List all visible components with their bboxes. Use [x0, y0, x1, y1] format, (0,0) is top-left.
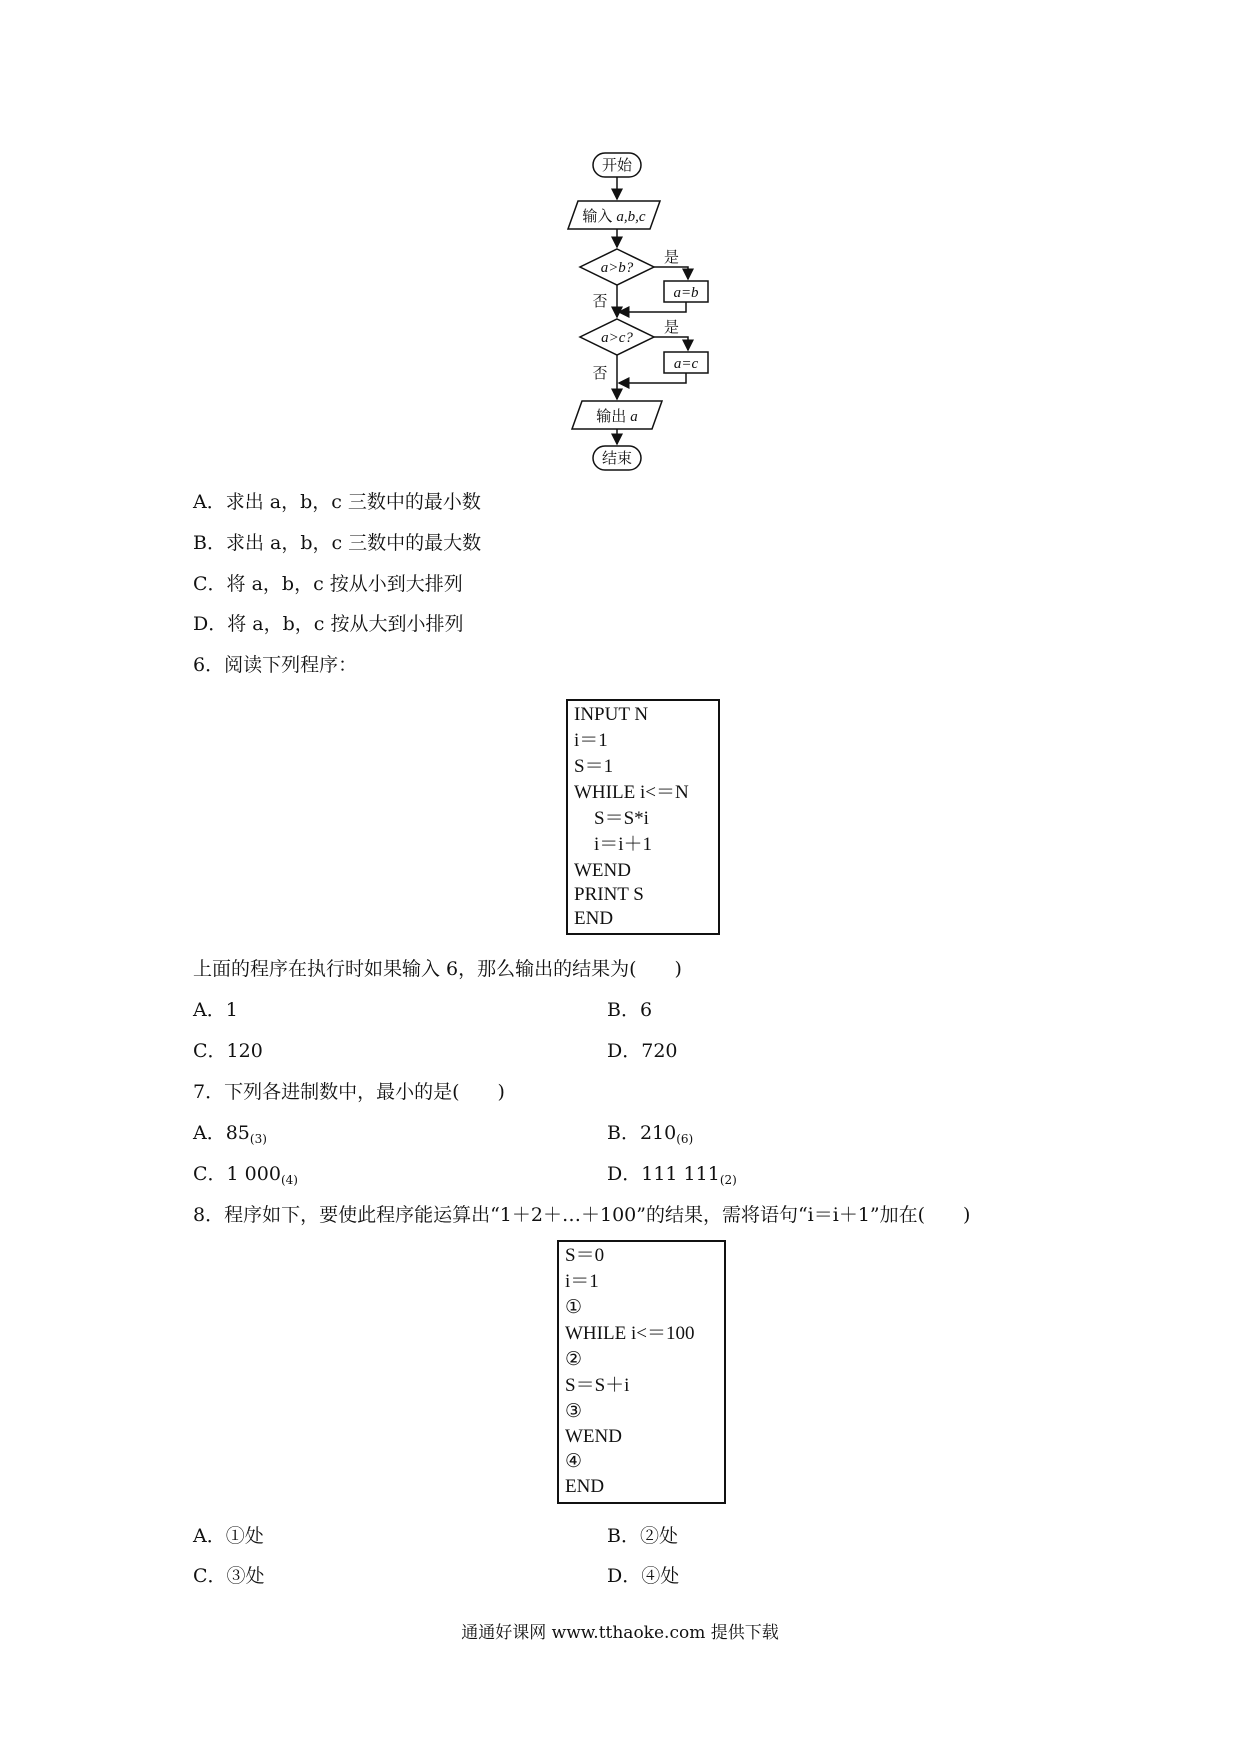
- code-line: S＝0: [565, 1245, 605, 1266]
- code-line: i＝i＋1: [594, 834, 653, 855]
- end-label: 结束: [601, 449, 633, 467]
- flowchart: [560, 148, 760, 478]
- no2-label: 否: [592, 364, 608, 382]
- code-line: END: [574, 908, 614, 929]
- q5-option-c: C．将 a，b，c 按从小到大排列: [193, 573, 463, 595]
- q5-option-d: D．将 a，b，c 按从大到小排列: [193, 613, 464, 635]
- code-line: WHILE i<＝100: [565, 1323, 695, 1344]
- no1-label: 否: [592, 292, 608, 310]
- q6-question: 上面的程序在执行时如果输入 6，那么输出的结果为( ): [193, 958, 682, 980]
- q6-option-c: C．120: [193, 1040, 263, 1062]
- q6-option-a: A．1: [193, 999, 238, 1021]
- output-label: 输出 a: [596, 407, 638, 425]
- q7-option-d-label: D．111 111: [607, 1163, 720, 1185]
- cond1-label: a>b?: [600, 260, 634, 276]
- q5-option-a: A．求出 a，b，c 三数中的最小数: [193, 491, 481, 513]
- q7-option-c-label: C．1 000: [193, 1163, 281, 1185]
- q6-option-b: B．6: [607, 999, 653, 1021]
- q8-option-a: A．①处: [193, 1525, 264, 1547]
- code-line: WHILE i<＝N: [574, 782, 689, 803]
- q6-code-box: [566, 699, 720, 935]
- code-line: S＝1: [574, 756, 614, 777]
- code-line: INPUT N: [574, 704, 649, 725]
- q7-option-b-base: (6): [676, 1132, 694, 1146]
- code-line: WEND: [574, 860, 631, 881]
- q6-stem: 6．阅读下列程序：: [193, 654, 358, 676]
- assign2-label: a=c: [673, 356, 699, 372]
- q7-option-a-label: A．85: [193, 1122, 250, 1144]
- code-line: ④: [565, 1451, 583, 1472]
- input-label: 输入 a,b,c: [582, 207, 646, 225]
- assign1-label: a=b: [673, 285, 699, 301]
- code-line: ②: [565, 1349, 583, 1370]
- yes1-label: 是: [664, 248, 680, 266]
- code-line: i＝1: [574, 730, 608, 751]
- code-line: END: [565, 1476, 605, 1497]
- start-label: 开始: [601, 156, 633, 174]
- page-footer: 通通好课网 www.tthaoke.com 提供下载: [461, 1623, 779, 1643]
- q7-option-b: [607, 1121, 693, 1151]
- code-line: PRINT S: [574, 884, 644, 905]
- q7-option-b-label: B．210: [607, 1122, 677, 1144]
- q7-option-a-base: (3): [249, 1132, 267, 1146]
- q7-option-a: [193, 1121, 267, 1151]
- code-line: ①: [565, 1297, 583, 1318]
- q8-option-b: B．②处: [607, 1525, 678, 1547]
- q6-option-d: D．720: [607, 1040, 678, 1062]
- q7-stem: 7．下列各进制数中，最小的是( ): [193, 1081, 505, 1103]
- q8-code-box: [557, 1240, 726, 1504]
- code-line: i＝1: [565, 1271, 599, 1292]
- code-line: S＝S＋i: [565, 1375, 630, 1396]
- q8-option-d: D．④处: [607, 1565, 680, 1587]
- q7-option-d: [607, 1162, 737, 1192]
- code-line: S＝S*i: [594, 808, 649, 829]
- yes2-label: 是: [664, 318, 680, 336]
- code-line: ③: [565, 1401, 583, 1422]
- q7-option-c: [193, 1162, 298, 1192]
- cond2-label: a>c?: [601, 330, 633, 346]
- q8-option-c: C．③处: [193, 1565, 265, 1587]
- q7-option-d-base: (2): [719, 1173, 737, 1187]
- code-line: WEND: [565, 1426, 622, 1447]
- q5-option-b: B．求出 a，b，c 三数中的最大数: [193, 532, 482, 554]
- q7-option-c-base: (4): [280, 1173, 298, 1187]
- q8-stem: 8．程序如下，要使此程序能运算出“1＋2＋…＋100”的结果，需将语句“i＝i＋1”加在( ): [193, 1204, 971, 1226]
